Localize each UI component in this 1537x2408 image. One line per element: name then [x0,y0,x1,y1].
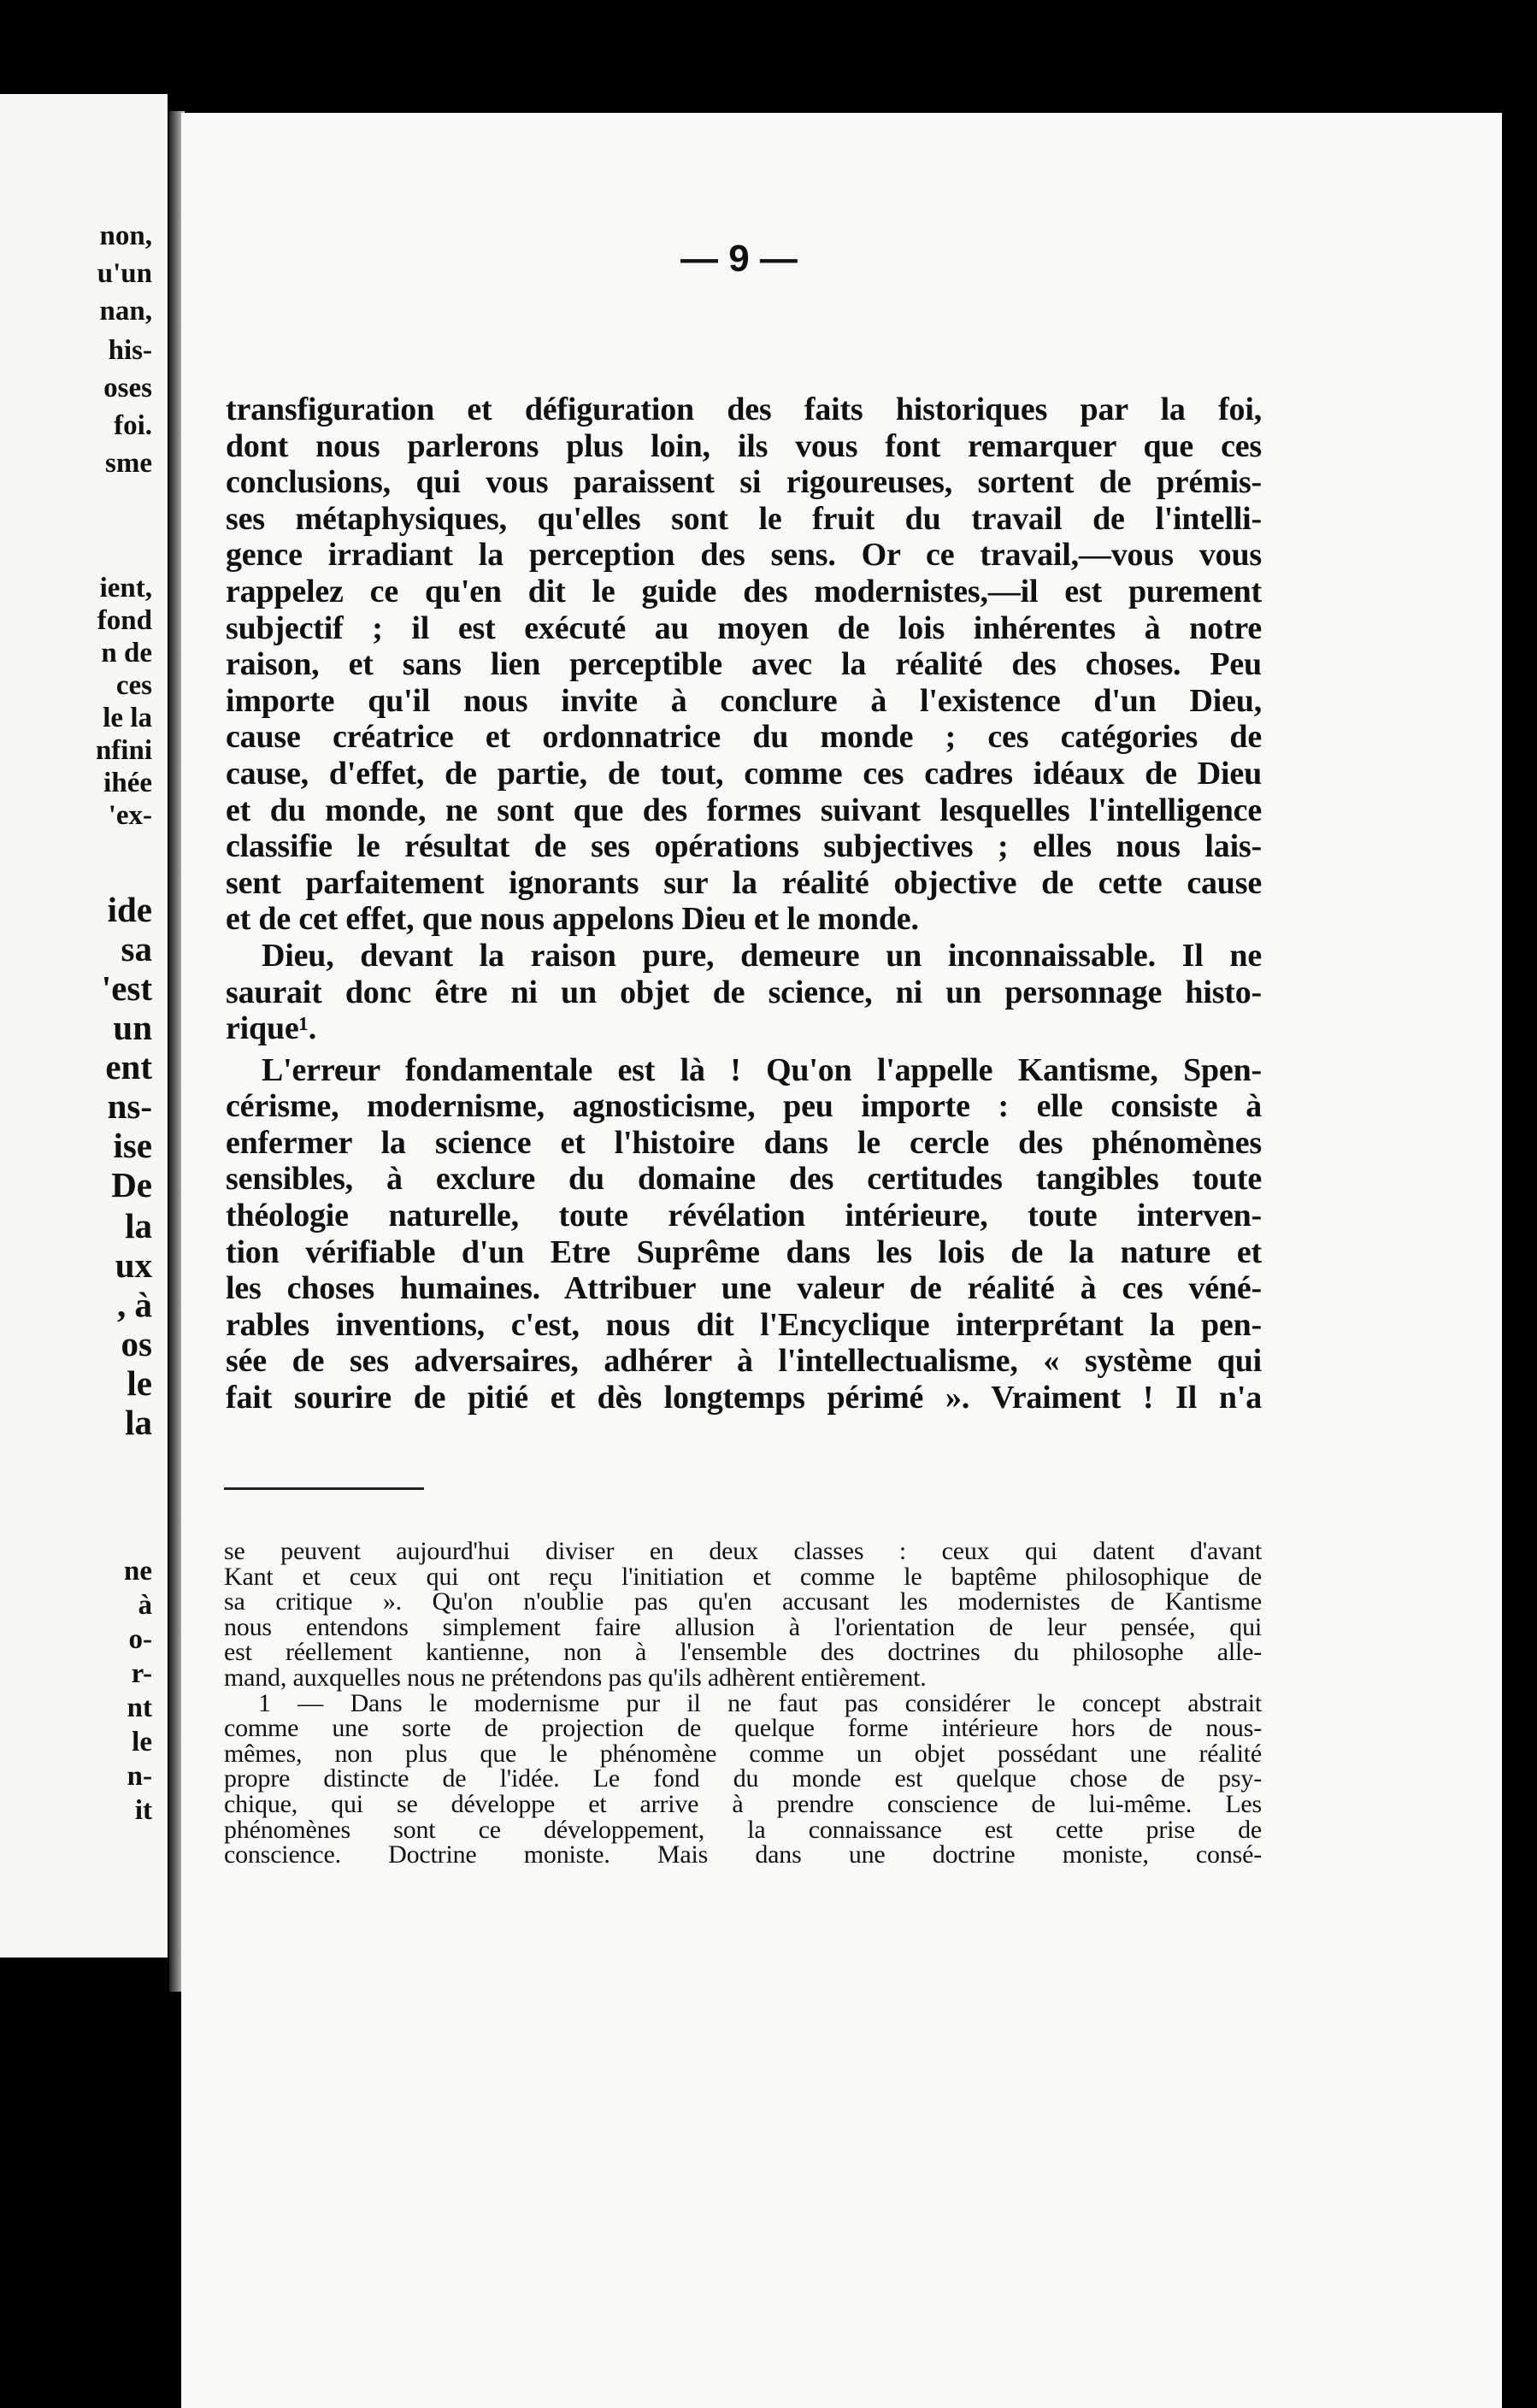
body-line: fait sourire de pitié et dès longtemps périmé ». Vraiment ! Il n'a [226,1380,1262,1416]
facing-page-fragment-text: De [111,1165,152,1204]
footnote-line: Kant et ceux qui ont reçu l'initiation et comme le baptême philosophique de [224,1562,1262,1591]
facing-page-fragment-text: la [125,1206,152,1245]
footnote-separator [224,1487,424,1490]
body-line: conclusions, qui vous paraissent si rigoureuses, sortent de prémis- [226,464,1262,501]
facing-page-fragment-text: 'ex- [108,800,152,831]
body-line: dont nous parlerons plus loin, ils vous font remarquer que ces [226,427,1262,464]
facing-page-fragment-text: ces [115,670,152,701]
facing-page-fragment-text: nt [127,1693,152,1723]
body-line: classifie le résultat de ses opérations subjectives ; elles nous lais- [226,828,1262,865]
facing-page-fragment-text: ux [115,1245,152,1285]
facing-page-fragment-text: r- [131,1658,152,1689]
facing-page-fragment-text: le la [103,703,152,733]
body-line: ses métaphysiques, qu'elles sont le fruit du travail de l'intelli- [226,500,1262,537]
body-line: Dieu, devant la raison pure, demeure un inconnaissable. Il ne [262,937,1262,974]
facing-page-fragment-text: à [138,1590,152,1621]
facing-page-fragment-text: ns- [107,1086,152,1126]
facing-page-fragment-text: fond [97,605,152,636]
facing-page-fragment-text: oses [103,373,152,403]
body-line: cause, d'effet, de partie, de tout, comme ces cadres idéaux de Dieu [226,755,1262,792]
footnote-line: est réellement kantienne, non à l'ensemble des doctrines du philosophe alle- [224,1638,1262,1667]
footnote-line: mand, auxquelles nous ne prétendons pas qu'ils adhèrent entièrement. [224,1663,927,1692]
facing-page-fragment-text: ise [113,1126,152,1165]
footnote-line: mêmes, non plus que le phénomène comme un objet possédant une réalité [224,1739,1262,1768]
page-number: — 9 — [680,238,798,280]
facing-page-fragment-text: n- [127,1761,152,1792]
body-line: gence irradiant la perception des sens. Or ce travail,—vous vous [226,537,1262,574]
facing-page-fragment-text: his- [108,335,152,366]
facing-page-fragment-text: ne [124,1556,152,1587]
facing-page-fragment-text: ide [107,890,152,929]
footnote-line: se peuvent aujourd'hui diviser en deux classes : ceux qui datent d'avant [224,1537,1262,1565]
facing-page-fragment-text: 'est [101,968,152,1008]
footnote-line: nous entendons simplement faire allusion à l'orientation de leur pensée, qui [224,1612,1262,1641]
facing-page-fragment-text: u'un [97,258,152,289]
facing-page-fragment-text: nfini [95,735,152,766]
facing-page-fragment-text: le [127,1363,152,1403]
facing-page-fragment-text: ihée [103,768,152,798]
body-line: rappelez ce qu'en dit le guide des modernistes,—il est purement [226,573,1262,609]
body-line: cause créatrice et ordonnatrice du monde ; ces catégories de [226,719,1262,756]
body-line: transfiguration et défiguration des faits historiques par la foi, [226,392,1262,427]
facing-page-fragment-text: nan, [99,296,152,327]
body-text [226,392,1262,1416]
footnote-line: conscience. Doctrine moniste. Mais dans une doctrine moniste, consé- [224,1840,1262,1869]
facing-page-fragment-text: sme [105,448,152,479]
footnote-line: chique, qui se développe et arrive à prendre conscience de lui-même. Les [224,1789,1262,1818]
body-line: les choses humaines. Attribuer une valeur de réalité à ces véné- [226,1270,1262,1307]
page-right-edge [1502,113,1537,2408]
facing-page-fragment-text: os [121,1324,152,1363]
facing-page-fragment-text: non, [99,221,152,251]
footnote-line: 1 — Dans le modernisme pur il ne faut pas considérer le concept abstrait [258,1688,1262,1717]
body-line: importe qu'il nous invite à conclure à l'existence d'un Dieu, [226,682,1262,719]
body-line: raison, et sans lien perceptible avec la réalité des choses. Peu [226,646,1262,683]
footnote-line: phénomènes sont ce développement, la connaissance est cette prise de [224,1815,1262,1844]
body-line: théologie naturelle, toute révélation intérieure, toute interven- [226,1198,1262,1234]
body-line: sée de ses adversaires, adhérer à l'intellectualisme, « système qui [226,1343,1262,1380]
footnote-line: comme une sorte de projection de quelque forme intérieure hors de nous- [224,1714,1262,1743]
body-line: tion vérifiable d'un Etre Suprême dans les lois de la nature et [226,1233,1262,1270]
facing-page-fragment [0,94,168,1958]
facing-page-fragment-text: la [125,1403,152,1442]
facing-page-fragment-text: foi. [114,410,152,441]
facing-page-fragment-text: le [132,1727,152,1757]
facing-page-fragment-text: un [113,1008,152,1047]
body-line: rique¹. [226,1010,317,1047]
footnote-line: propre distincte de l'idée. Le fond du monde est quelque chose de psy- [224,1764,1262,1793]
facing-page-fragment-text: , à [117,1285,152,1324]
body-line: enfermer la science et l'histoire dans le cercle des phénomènes [226,1124,1262,1161]
footnotes [224,1539,1262,1868]
body-line: sensibles, à exclure du domaine des certitudes tangibles toute [226,1161,1262,1198]
body-line: et de cet effet, que nous appelons Dieu et le monde. [226,901,919,938]
facing-page-fragment-text: n de [101,638,152,668]
facing-page-fragment-text: o- [128,1624,152,1655]
facing-page-fragment-text: sa [121,929,152,968]
body-line: cérisme, modernisme, agnosticisme, peu importe : elle consiste à [226,1088,1262,1125]
body-line: sent parfaitement ignorants sur la réalité objective de cette cause [226,864,1262,901]
facing-page-fragment-text: ient, [99,573,152,603]
body-line: L'erreur fondamentale est là ! Qu'on l'appelle Kantisme, Spen- [262,1051,1262,1088]
body-line: subjectif ; il est exécuté au moyen de lois inhérentes à notre [226,609,1262,646]
footnote-line: sa critique ». Qu'on n'oublie pas qu'en accusant les modernistes de Kantisme [224,1587,1262,1616]
body-line: et du monde, ne sont que des formes suivant lesquelles l'intelligence [226,792,1262,828]
facing-page-fragment-text: it [134,1795,152,1826]
body-line: rables inventions, c'est, nous dit l'Encyclique interprétant la pen- [226,1306,1262,1343]
facing-page-fragment-text: ent [105,1047,152,1086]
body-line: saurait donc être ni un objet de science, ni un personnage histo- [226,974,1262,1010]
